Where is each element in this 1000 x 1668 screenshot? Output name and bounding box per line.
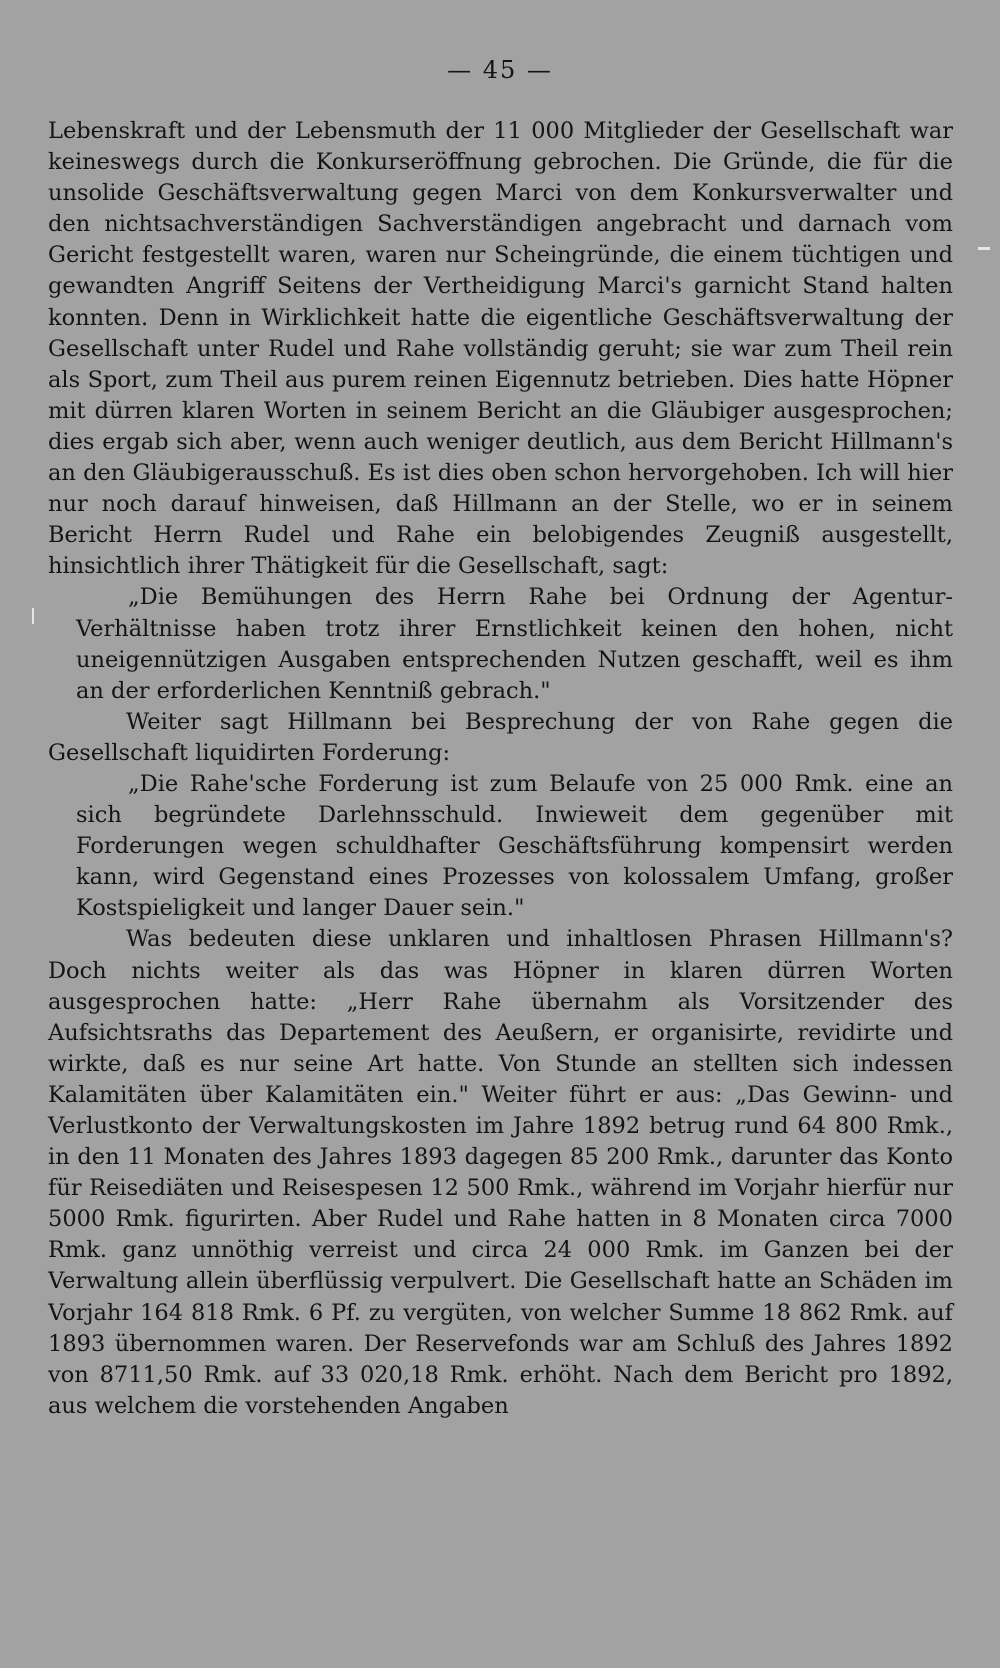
scan-mark — [978, 247, 990, 250]
quote-rahe-claim: „Die Rahe'sche Forderung ist zum Belaufe von 25 000 Rmk. eine an sich begründete Darlehnsschuld. Inwieweit dem gegenüber mit Forderungen wegen schuldhafter Geschäftsführung kompensirt werden kann, wird Gegenstand eines Prozesses von kolossalem Umfang, großer Kostspieligkeit und langer Dauer sein." — [76, 770, 953, 922]
page-number: — 45 — — [447, 56, 553, 84]
scan-mark — [32, 608, 34, 624]
page-body — [48, 116, 953, 1422]
quote-rahe-efforts: „Die Bemühungen des Herrn Rahe bei Ordnung der Agentur-Verhältnisse haben trotz ihrer Ernstlichkeit keinen den hohen, nicht uneigennützigen Ausgaben entsprechenden Nutzen geschafft, weil es ihm an der erforderlichen Kenntniß gebrach." — [76, 584, 953, 704]
paragraph-hillmann-claim: Weiter sagt Hillmann bei Besprechung der von Rahe gegen die Gesellschaft liquidirten Forderung: — [48, 708, 953, 766]
paragraph-expenses: Was bedeuten diese unklaren und inhaltlosen Phrasen Hillmann's? Doch nichts weiter als das was Höpner in klaren dürren Worten ausgesprochen hatte: „Herr Rahe übernahm als Vorsitzender des Aufsichtsraths das Departement des Aeußern, er organisirte, revidirte und wirkte, daß es nur seine Art hatte. Von Stunde an stellten sich indessen Kalamitäten über Kalamitäten ein." Weiter führt er aus: „Das Gewinn- und Verlustkonto der Verwaltungskosten im Jahre 1892 betrug rund 64 800 Rmk., in den 11 Monaten des Jahres 1893 dagegen 85 200 Rmk., darunter das Konto für Reisediäten und Reisespesen 12 500 Rmk., während im Vorjahr hierfür nur 5000 Rmk. figurirten. Aber Rudel und Rahe hatten in 8 Monaten circa 7000 Rmk. ganz unnöthig verreist und circa 24 000 Rmk. im Ganzen bei der Verwaltung allein überflüssig verpulvert. Die Gesellschaft hatte an Schäden im Vorjahr 164 818 Rmk. 6 Pf. zu vergüten, von welcher Summe 18 862 Rmk. auf 1893 übernommen waren. Der Reservefonds war am Schluß des Jahres 1892 von 8711,50 Rmk. auf 33 020,18 Rmk. erhöht. Nach dem Bericht pro 1892, aus welchem die vorstehenden Angaben — [48, 926, 953, 1419]
paragraph-opening: Lebenskraft und der Lebensmuth der 11 000 Mitglieder der Gesellschaft war keineswegs durch die Konkurseröffnung gebrochen. Die Gründe, die für die unsolide Geschäftsverwaltung gegen Marci von dem Konkursverwalter und den nichtsachverständigen Sachverständigen angebracht und darnach vom Gericht festgestellt waren, waren nur Scheingründe, die einem tüchtigen und gewandten Angriff Seitens der Vertheidigung Marci's garnicht Stand halten konnten. Denn in Wirklichkeit hatte die eigentliche Geschäftsverwaltung der Gesellschaft unter Rudel und Rahe vollständig geruht; sie war zum Theil rein als Sport, zum Theil aus purem reinen Eigennutz betrieben. Dies hatte Höpner mit dürren klaren Worten in seinem Bericht an die Gläubiger ausgesprochen; dies ergab sich aber, wenn auch weniger deutlich, aus dem Bericht Hillmann's an den Gläubigerausschuß. Es ist dies oben schon hervorgehoben. Ich will hier nur noch darauf hinweisen, daß Hillmann an der Stelle, wo er in seinem Bericht Herrn Rudel und Rahe ein belobigendes Zeugniß ausgestellt, hinsichtlich ihrer Thätigkeit für die Gesellschaft, sagt: — [48, 118, 953, 580]
